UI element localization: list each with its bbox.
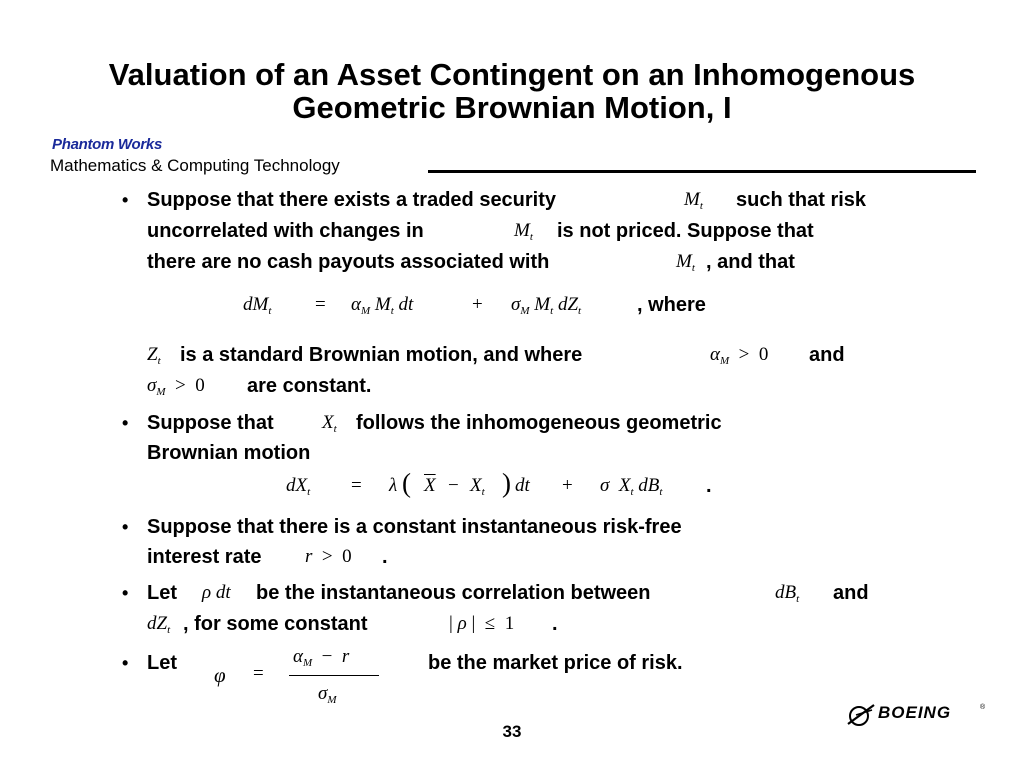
b3-line2b: . <box>382 546 388 568</box>
header-rule <box>428 170 976 173</box>
b4-line2b: , for some constant <box>183 613 368 635</box>
boeing-emblem-icon <box>846 702 878 728</box>
b5-frac-denominator: $\sigma_M$ <box>318 683 337 706</box>
b1-math-Mt-1: $M_t$ <box>684 189 703 212</box>
eq2-dt: dt <box>515 475 530 496</box>
b1-math-Mt-2: $M_t$ <box>514 220 533 243</box>
b4-math-abs-rho-le-1: | ρ | ≤ 1 <box>449 613 515 634</box>
bullet-5: • <box>122 653 129 673</box>
bullet-1: • <box>122 190 129 210</box>
eq2-equals: = <box>351 475 362 496</box>
b4-line1c: and <box>833 582 869 604</box>
boeing-logo <box>846 702 986 728</box>
b1-math-Mt-3: $M_t$ <box>676 251 695 274</box>
eq1-sigmaM-Mt-dZt: $\sigma_M$ $M_t$ $dZ_t$ <box>511 294 582 317</box>
b1-line1: Suppose that there exists a traded security <box>147 189 557 211</box>
b3-line2: interest rate <box>147 546 262 568</box>
b4-line2c: . <box>552 613 558 635</box>
title-line-1: Valuation of an Asset Contingent on an Inhomogenous <box>108 57 916 92</box>
b4-math-rho-dt: ρ dt <box>202 582 231 603</box>
b4-line1: Let <box>147 582 177 604</box>
registered-mark: ® <box>980 704 986 711</box>
eq2-rparen: ) <box>502 468 511 498</box>
b2-line2: Brownian motion <box>147 442 311 464</box>
boeing-wordmark: BOEING <box>878 703 952 722</box>
b4-math-dZt: $dZ_t$ <box>147 613 171 636</box>
title-line-2: Geometric Brownian Motion, I <box>292 90 732 125</box>
eq2-suffix: . <box>706 475 712 497</box>
bullet-4: • <box>122 583 129 603</box>
division-label: Mathematics & Computing Technology <box>50 156 340 175</box>
page-number: 33 <box>502 722 522 741</box>
b5-frac-line <box>289 675 379 676</box>
b5-line1b: be the market price of risk. <box>428 652 683 674</box>
b4-line1b: be the instantaneous correlation between <box>256 582 651 604</box>
b1-math-alpha-positive: $\alpha_M > 0$ <box>710 344 769 367</box>
b1-math-sigma-positive: $\sigma_M > 0$ <box>147 375 205 398</box>
b2-math-Xt: $X_t$ <box>322 412 337 435</box>
eq2-minus: − <box>448 475 459 496</box>
eq1-alphaM-Mt-dt: $\alpha_M$ $M_t$ dt <box>351 294 414 317</box>
eq1-equals: = <box>315 294 326 315</box>
b1-line3: there are no cash payouts associated with <box>147 251 550 273</box>
b5-frac-numerator: $\alpha_M - r$ <box>293 646 350 669</box>
b1-line5b: are constant. <box>247 375 372 397</box>
eq2-lambda: λ <box>389 475 398 496</box>
eq2-Xt: $X_t$ <box>470 475 485 498</box>
b1-line2: uncorrelated with changes in <box>147 220 424 242</box>
eq2-lparen: ( <box>402 468 411 498</box>
b5-math-equals: = <box>253 663 264 684</box>
bullet-3: • <box>122 517 129 537</box>
b3-line1: Suppose that there is a constant instantaneous risk-free <box>147 516 682 538</box>
brand-phantom-works: Phantom Works <box>52 136 163 153</box>
b3-math-r-positive: r > 0 <box>305 546 352 567</box>
b1-line1b: such that risk <box>736 189 867 211</box>
b1-math-Zt: $Z_t$ <box>147 344 161 367</box>
b1-line2b: is not priced. Suppose that <box>557 220 814 242</box>
b5-line1: Let <box>147 652 177 674</box>
eq2-plus: + <box>562 475 573 496</box>
eq2-Xbar: $\overline{X}$ <box>424 475 436 496</box>
eq1-dMt: $dM_t$ <box>243 294 272 317</box>
b1-line4b: is a standard Brownian motion, and where <box>180 344 583 366</box>
bullet-2: • <box>122 413 129 433</box>
b2-line1: Suppose that <box>147 412 274 434</box>
eq2-sigma-Xt-dBt: σ $X_t$ $dB_t$ <box>600 475 663 498</box>
b1-line4c: and <box>809 344 845 366</box>
eq1-plus: + <box>472 294 483 315</box>
slide-title <box>0 58 1024 124</box>
eq1-suffix: , where <box>637 294 706 316</box>
b1-line3b: , and that <box>706 251 795 273</box>
eq2-dXt: $dX_t$ <box>286 475 311 498</box>
b5-math-phi: φ <box>214 663 226 687</box>
b2-line1b: follows the inhomogeneous geometric <box>356 412 722 434</box>
b4-math-dBt: $dB_t$ <box>775 582 800 605</box>
